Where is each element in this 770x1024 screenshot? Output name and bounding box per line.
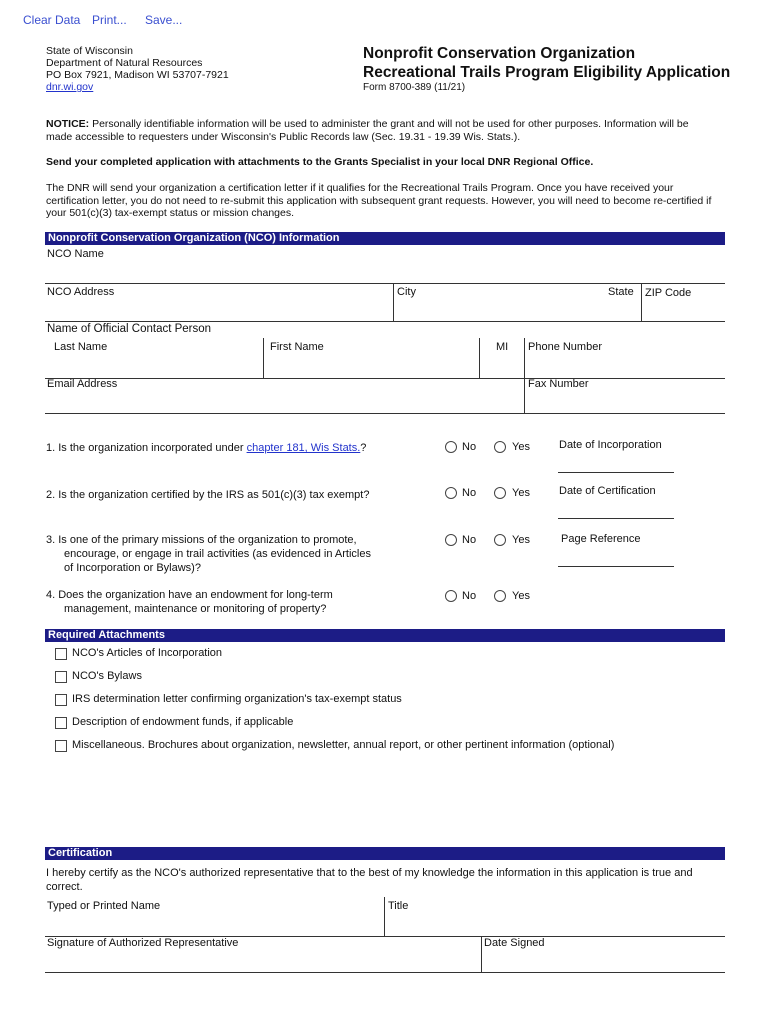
- question-1-text: 1. Is the organization incorporated under: [46, 442, 247, 454]
- attachments-section-header: Required Attachments: [45, 629, 725, 642]
- q3-no-radio[interactable]: [445, 534, 457, 546]
- attachment-bylaws-label: NCO's Bylaws: [72, 670, 142, 682]
- agency-state: State of Wisconsin: [46, 45, 133, 57]
- q3-no-label: No: [462, 534, 477, 546]
- agency-block: [46, 45, 229, 93]
- title-line1: Nonprofit Conservation Organization: [363, 45, 636, 62]
- q1-no-label: No: [462, 441, 477, 453]
- question-3-line1: 3. Is one of the primary missions of the organization to promote,: [46, 534, 357, 546]
- attachment-endowment-label: Description of endowment funds, if applicable: [72, 716, 294, 728]
- q4-yes-label: Yes: [512, 590, 530, 602]
- printed-name-label: Typed or Printed Name: [47, 900, 161, 912]
- attachment-misc-label: Miscellaneous. Brochures about organization, newsletter, annual report, or other pertinent information (optional): [72, 739, 615, 751]
- send-instruction: Send your completed application with attachments to the Grants Specialist in your local DNR Regional Office.: [46, 156, 594, 168]
- dnr-link[interactable]: dnr.wi.gov: [46, 81, 94, 93]
- nco-address-label: NCO Address: [47, 286, 115, 298]
- date-certification-input[interactable]: [558, 501, 678, 519]
- nco-address-input[interactable]: [46, 300, 394, 322]
- title-label: Title: [388, 900, 409, 912]
- save-button[interactable]: Save...: [145, 13, 183, 27]
- chapter-181-link[interactable]: chapter 181, Wis Stats.: [246, 442, 361, 454]
- zip-label: ZIP Code: [645, 287, 692, 299]
- q2-yes-radio[interactable]: [494, 487, 506, 499]
- date-signed-label: Date Signed: [484, 937, 545, 949]
- question-4-line1: 4. Does the organization have an endowment for long-term: [46, 589, 333, 601]
- page-reference-input[interactable]: [558, 549, 678, 567]
- email-input[interactable]: [46, 392, 524, 414]
- attachment-articles-label: NCO's Articles of Incorporation: [72, 647, 223, 659]
- question-4: [46, 588, 333, 616]
- notice-text: Personally identifiable information will be used to administer the grant and will not be used for other purposes. Information will be made accessible to requesters under Wisconsin's Public Records law (Sec. 19.31 - 19.39 Wis. Stats.).: [46, 118, 689, 143]
- q2-no-label: No: [462, 487, 477, 499]
- last-name-label: Last Name: [54, 341, 108, 353]
- q1-yes-label: Yes: [512, 441, 530, 453]
- question-4-line2: management, maintenance or monitoring of property?: [64, 603, 327, 615]
- page-reference-label: Page Reference: [561, 533, 641, 545]
- mi-input[interactable]: [482, 356, 526, 378]
- certification-text: I hereby certify as the NCO's authorized representative that to the best of my knowledge the information in this application is true and correct.: [46, 867, 693, 893]
- notice-paragraph: [46, 118, 716, 143]
- last-name-input[interactable]: [48, 356, 264, 378]
- agency-address: PO Box 7921, Madison WI 53707-7921: [46, 69, 229, 81]
- attachment-irs-letter-checkbox[interactable]: [55, 694, 67, 706]
- attachment-articles-checkbox[interactable]: [55, 648, 67, 660]
- attachment-misc-checkbox[interactable]: [55, 740, 67, 752]
- q3-yes-radio[interactable]: [494, 534, 506, 546]
- q4-no-label: No: [462, 590, 477, 602]
- date-certification-label: Date of Certification: [559, 485, 656, 497]
- agency-dept: Department of Natural Resources: [46, 57, 203, 69]
- nco-section-header: Nonprofit Conservation Organization (NCO) Information: [45, 232, 725, 245]
- signature-label: Signature of Authorized Representative: [47, 937, 239, 949]
- nco-name-label: NCO Name: [47, 248, 104, 260]
- question-1-end: ?: [360, 442, 367, 454]
- print-button[interactable]: Print...: [92, 13, 127, 27]
- fax-label: Fax Number: [528, 378, 589, 390]
- first-name-input[interactable]: [266, 356, 480, 378]
- phone-input[interactable]: [527, 356, 727, 378]
- mi-label: MI: [496, 341, 509, 353]
- zip-input[interactable]: [643, 300, 727, 322]
- contact-person-label: Name of Official Contact Person: [47, 323, 212, 335]
- question-2: 2. Is the organization certified by the IRS as 501(c)(3) tax exempt?: [46, 489, 370, 501]
- attachment-endowment-checkbox[interactable]: [55, 717, 67, 729]
- city-input[interactable]: [396, 300, 640, 322]
- email-label: Email Address: [47, 378, 118, 390]
- printed-name-input[interactable]: [46, 914, 384, 936]
- q4-no-radio[interactable]: [445, 590, 457, 602]
- fax-input[interactable]: [527, 392, 727, 414]
- notice-label: NOTICE:: [46, 118, 90, 130]
- form-title: [363, 44, 730, 82]
- signature-input[interactable]: [46, 951, 482, 973]
- date-incorporation-input[interactable]: [558, 455, 678, 473]
- info-paragraph: The DNR will send your organization a certification letter if it qualifies for the Recreational Trails Program. Once you have received your certification letter, you do not need to re-submit this application with subsequent grant requests. However, you will need to become re-certified if your 501(c)(3) tax-exempt status or mission changes.: [46, 182, 712, 219]
- date-incorporation-label: Date of Incorporation: [559, 439, 662, 451]
- q1-no-radio[interactable]: [445, 441, 457, 453]
- attachment-irs-letter-label: IRS determination letter confirming organization's tax-exempt status: [72, 693, 402, 705]
- first-name-label: First Name: [270, 341, 324, 353]
- date-signed-input[interactable]: [484, 951, 727, 973]
- city-label: City: [397, 286, 416, 298]
- title-line2: Recreational Trails Program Eligibility Application: [363, 64, 731, 81]
- state-label: State: [608, 286, 634, 298]
- q3-yes-label: Yes: [512, 534, 530, 546]
- phone-label: Phone Number: [528, 341, 602, 353]
- nco-name-input[interactable]: [46, 262, 728, 284]
- q2-yes-label: Yes: [512, 487, 530, 499]
- form-number: Form 8700-389 (11/21): [363, 82, 466, 93]
- question-1: [46, 441, 366, 455]
- q1-yes-radio[interactable]: [494, 441, 506, 453]
- certification-section-header: Certification: [45, 847, 725, 860]
- q4-yes-radio[interactable]: [494, 590, 506, 602]
- q2-no-radio[interactable]: [445, 487, 457, 499]
- question-3-line2: encourage, or engage in trail activities (as evidenced in Articles: [64, 548, 371, 560]
- question-3-line3: of Incorporation or Bylaws)?: [64, 562, 201, 574]
- attachment-bylaws-checkbox[interactable]: [55, 671, 67, 683]
- clear-data-button[interactable]: Clear Data: [23, 13, 81, 27]
- question-3: [46, 533, 371, 575]
- title-input[interactable]: [387, 914, 727, 936]
